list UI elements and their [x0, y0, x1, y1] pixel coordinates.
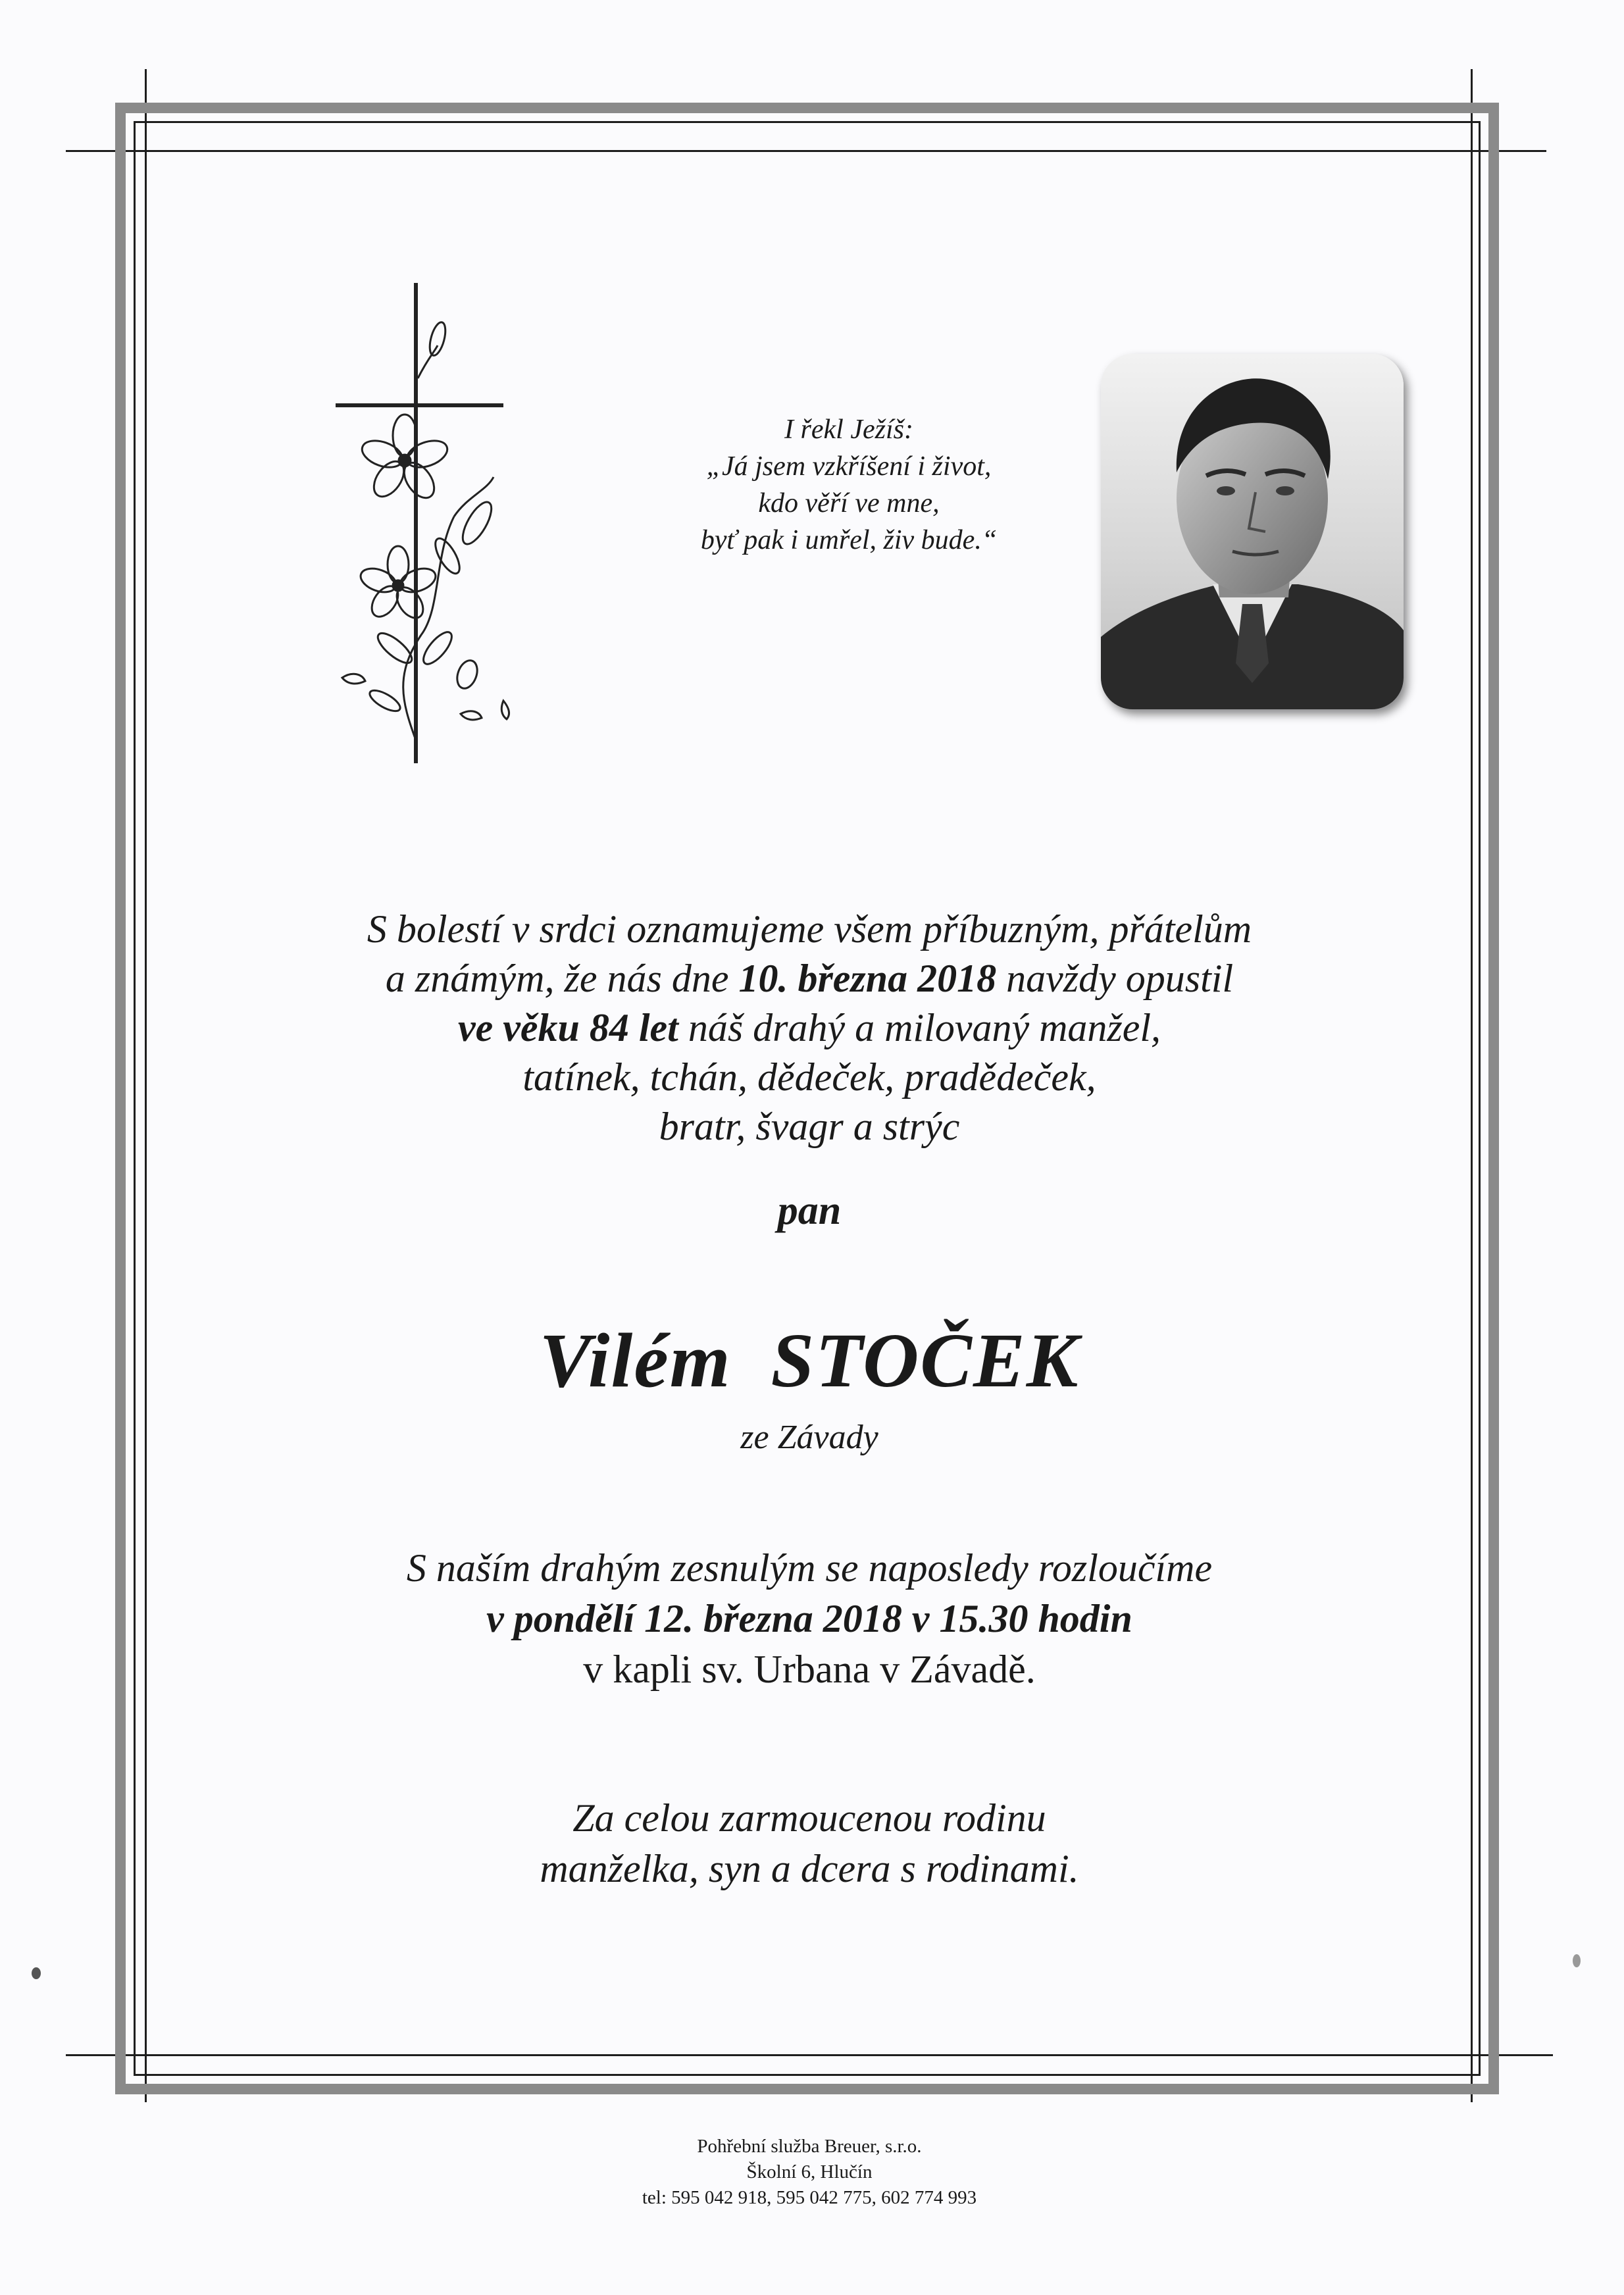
announcement-line-4: tatínek, tchán, dědeček, pradědeček, — [522, 1055, 1096, 1099]
age-at-death: ve věku 84 let — [457, 1006, 678, 1049]
death-date: 10. března 2018 — [738, 957, 997, 1000]
verse-line-1: I řekl Ježíš: — [784, 415, 913, 445]
ceremony-info — [197, 1543, 1421, 1695]
announcement-text — [197, 905, 1421, 1151]
footer-company: Pohřební služba Breuer, s.r.o. — [697, 2136, 922, 2157]
funeral-service-footer — [526, 2134, 1092, 2211]
announcement-line-5: bratr, švagr a strýc — [659, 1105, 960, 1148]
footer-phone: tel: 595 042 918, 595 042 775, 602 774 993 — [642, 2187, 977, 2208]
footer-address: Školní 6, Hlučín — [746, 2161, 873, 2182]
announcement-line-3b: náš drahý a milovaný manžel, — [678, 1006, 1161, 1049]
announcement-line-2a: a známým, že nás dne — [385, 957, 739, 1000]
closing-line-1: Za celou zarmoucenou rodinu — [572, 1796, 1046, 1840]
cross-with-flowers-icon — [322, 280, 533, 767]
verse-line-4: byť pak i umřel, živ bude.“ — [700, 525, 998, 555]
announcement-line-2 — [197, 954, 1421, 1003]
ceremony-location: v kapli sv. Urbana v Závadě. — [583, 1648, 1036, 1691]
ceremony-datetime: v pondělí 12. března 2018 v 15.30 hodin — [486, 1597, 1132, 1640]
honorific-title: pan — [777, 1188, 842, 1233]
announcement-line-1: S bolestí v srdci oznamujeme všem příbuzným, přátelům — [367, 907, 1252, 951]
announcement-line-3 — [197, 1003, 1421, 1053]
deceased-name — [329, 1316, 1290, 1405]
verse-line-2: „Já jsem vzkříšení i život, — [706, 451, 992, 482]
closing-signature — [329, 1793, 1290, 1894]
first-name: Vilém — [539, 1317, 732, 1403]
portrait-photo — [1101, 354, 1404, 709]
scan-speck — [32, 1967, 41, 1979]
scan-speck — [1573, 1954, 1581, 1967]
verse-line-3: kdo věří ve mne, — [758, 488, 940, 518]
origin-place: ze Závady — [740, 1419, 878, 1456]
last-name: STOČEK — [771, 1317, 1080, 1403]
portrait-silhouette — [1101, 354, 1404, 709]
bible-verse — [592, 411, 1105, 559]
closing-line-2: manželka, syn a dcera s rodinami. — [540, 1847, 1079, 1890]
ceremony-line-1: S naším drahým zesnulým se naposledy rozloučíme — [406, 1546, 1213, 1590]
announcement-line-2c: navždy opustil — [996, 957, 1234, 1000]
